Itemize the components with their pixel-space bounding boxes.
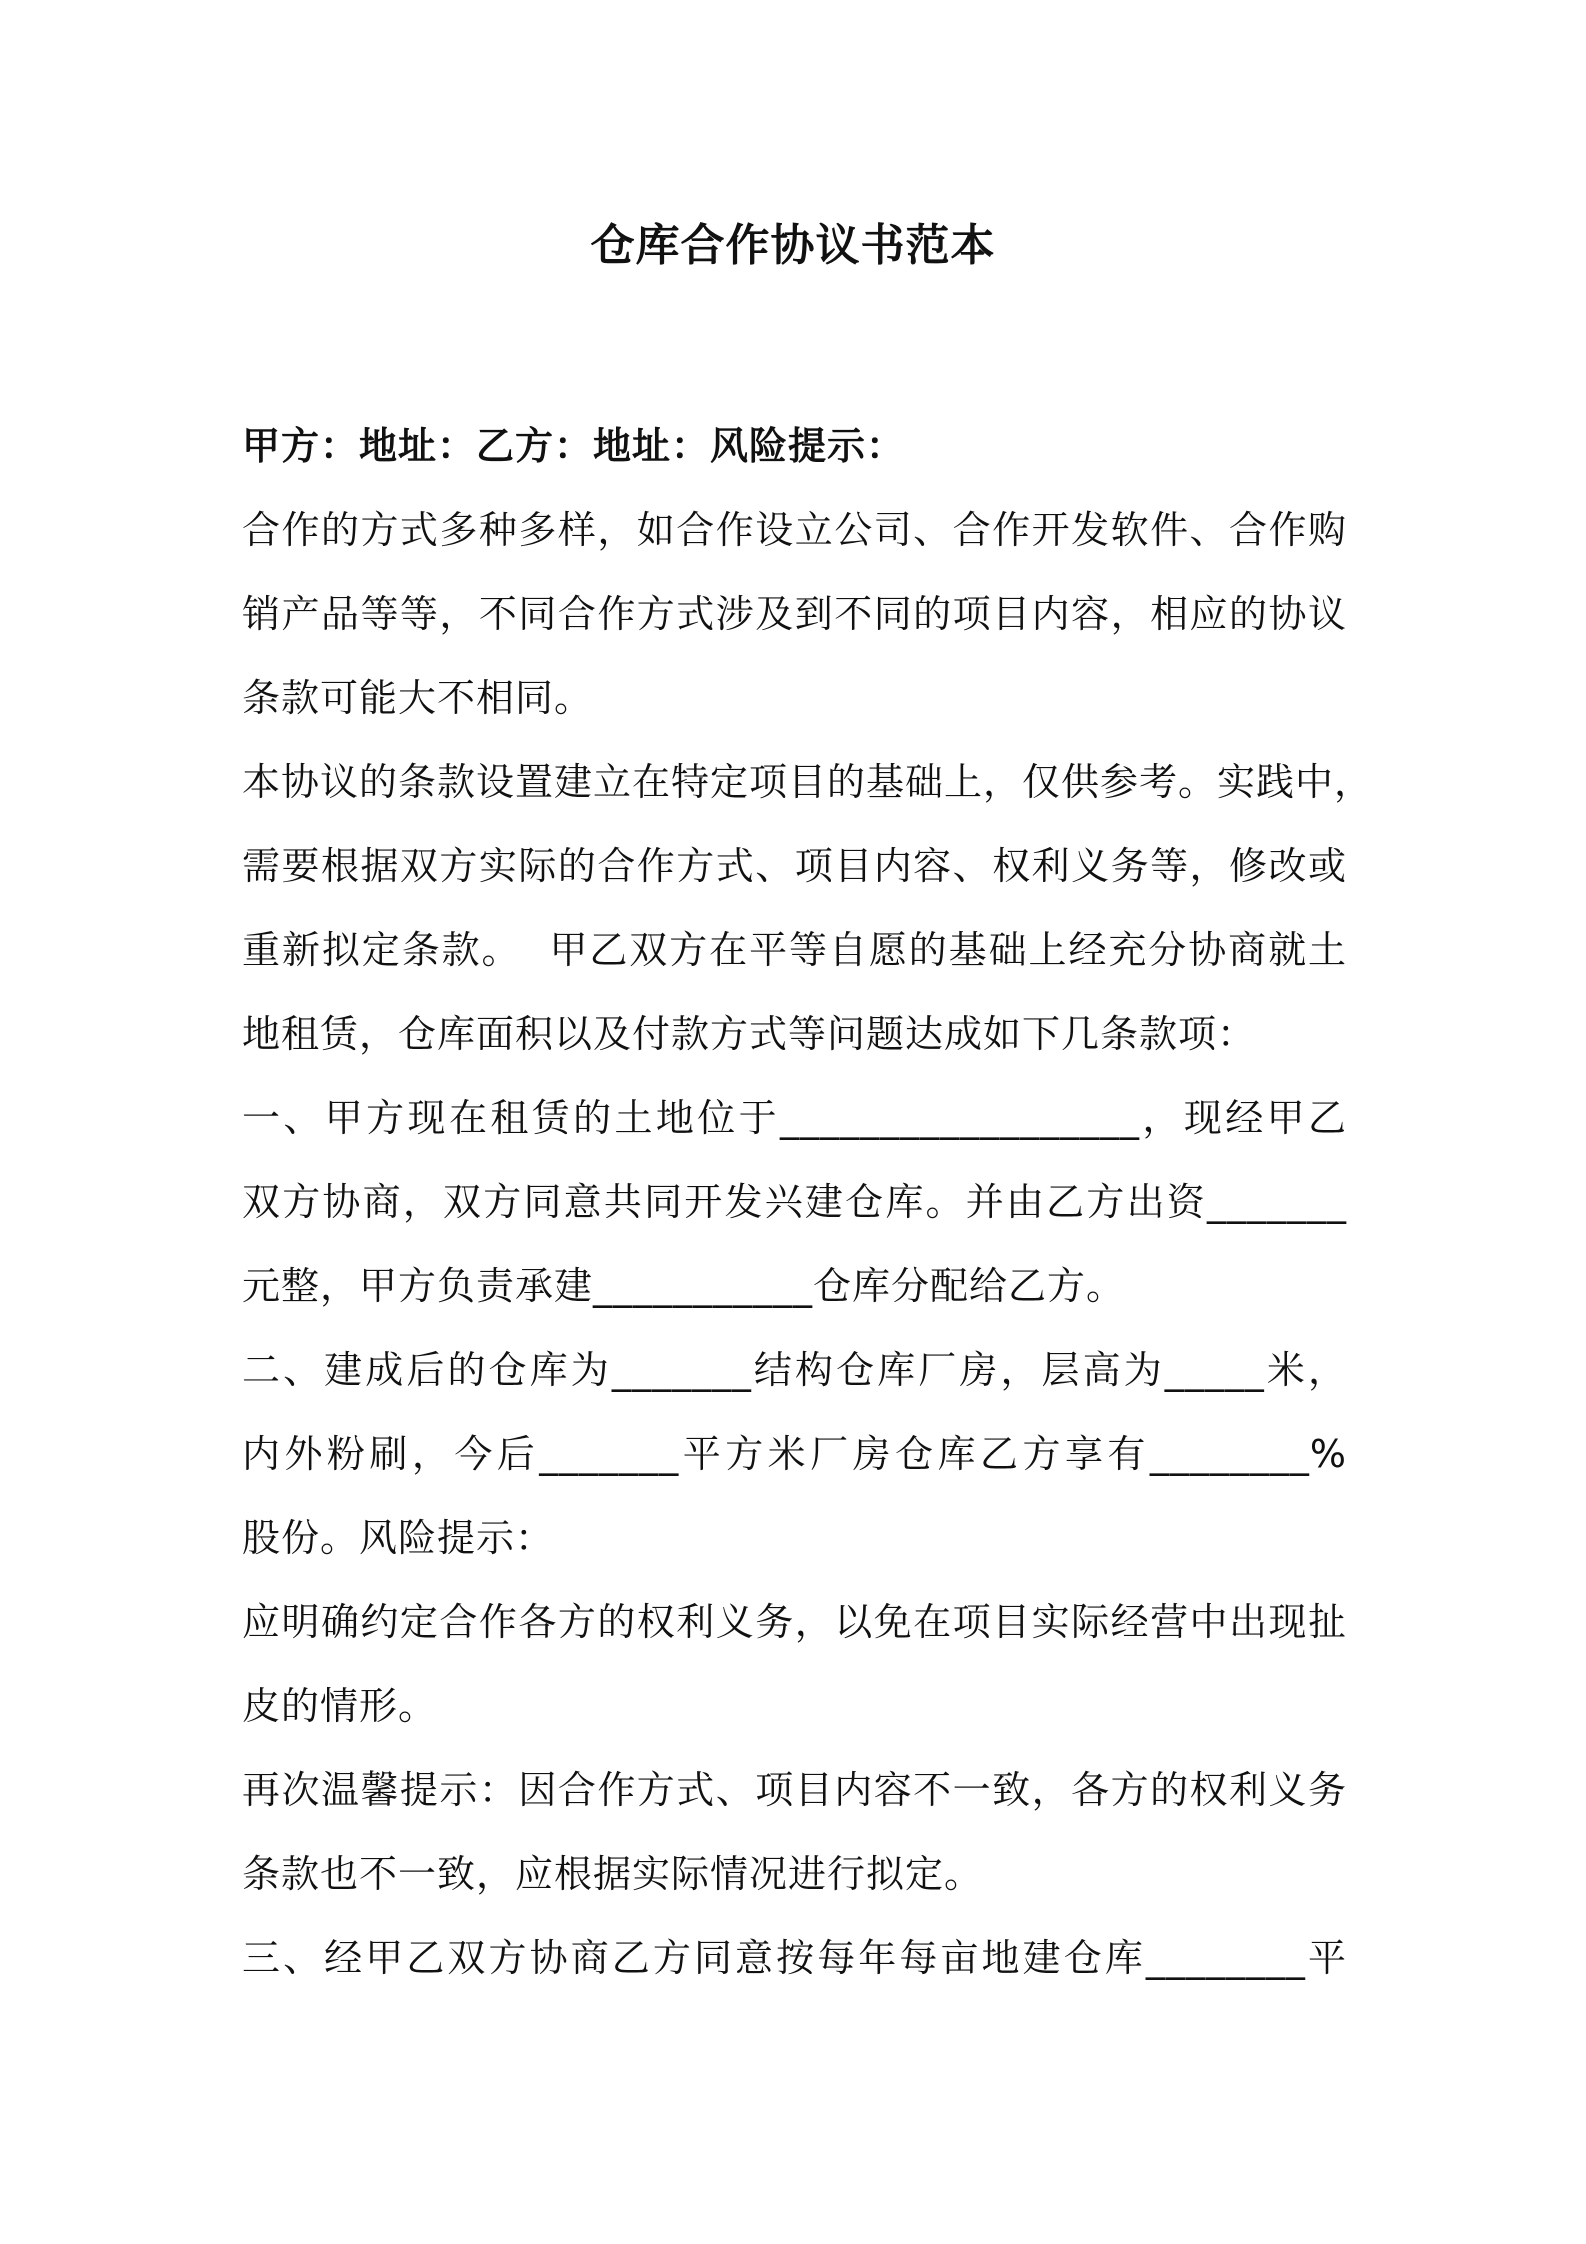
paragraph-line: 再次温馨提示：因合作方式、项目内容不一致，各方的权利义务 [242,1768,1347,1812]
paragraph-line: 皮的情形。 [242,1684,438,1728]
paragraph-line: 条款可能大不相同。 [242,676,594,720]
paragraph-line: 合作的方式多种多样，如合作设立公司、合作开发软件、合作购 [242,508,1347,552]
document-title: 仓库合作协议书范本 [590,220,996,271]
clause-line: 内外粉刷，今后_______平方米厂房仓库乙方享有________% [242,1432,1347,1476]
party-info-line: 甲方：地址：乙方：地址：风险提示： [242,424,906,468]
paragraph-line: 销产品等等，不同合作方式涉及到不同的项目内容，相应的协议 [242,592,1347,636]
paragraph-line: 条款也不一致，应根据实际情况进行拟定。 [242,1852,984,1896]
document-body [242,404,1374,2000]
paragraph-line: 需要根据双方实际的合作方式、项目内容、权利义务等，修改或 [242,844,1347,888]
clause-line: 元整，甲方负责承建___________仓库分配给乙方。 [242,1264,1126,1308]
clause-line: 股份。风险提示： [242,1516,555,1560]
clause-line: 三、经甲乙双方协商乙方同意按每年每亩地建仓库________平 [242,1936,1347,1980]
paragraph-line: 地租赁，仓库面积以及付款方式等问题达成如下几条款项： [242,1012,1257,1056]
paragraph-line: 本协议的条款设置建立在特定项目的基础上，仅供参考。实践中， [242,760,1374,804]
paragraph-line: 重新拟定条款。 甲乙双方在平等自愿的基础上经充分协商就土 [242,928,1347,972]
clause-line: 二、建成后的仓库为_______结构仓库厂房，层高为_____米， [242,1348,1347,1392]
clause-line: 双方协商，双方同意共同开发兴建仓库。并由乙方出资_______ [242,1180,1347,1224]
paragraph-line: 应明确约定合作各方的权利义务，以免在项目实际经营中出现扯 [242,1600,1347,1644]
clause-line: 一、甲方现在租赁的土地位于__________________，现经甲乙 [242,1096,1347,1140]
